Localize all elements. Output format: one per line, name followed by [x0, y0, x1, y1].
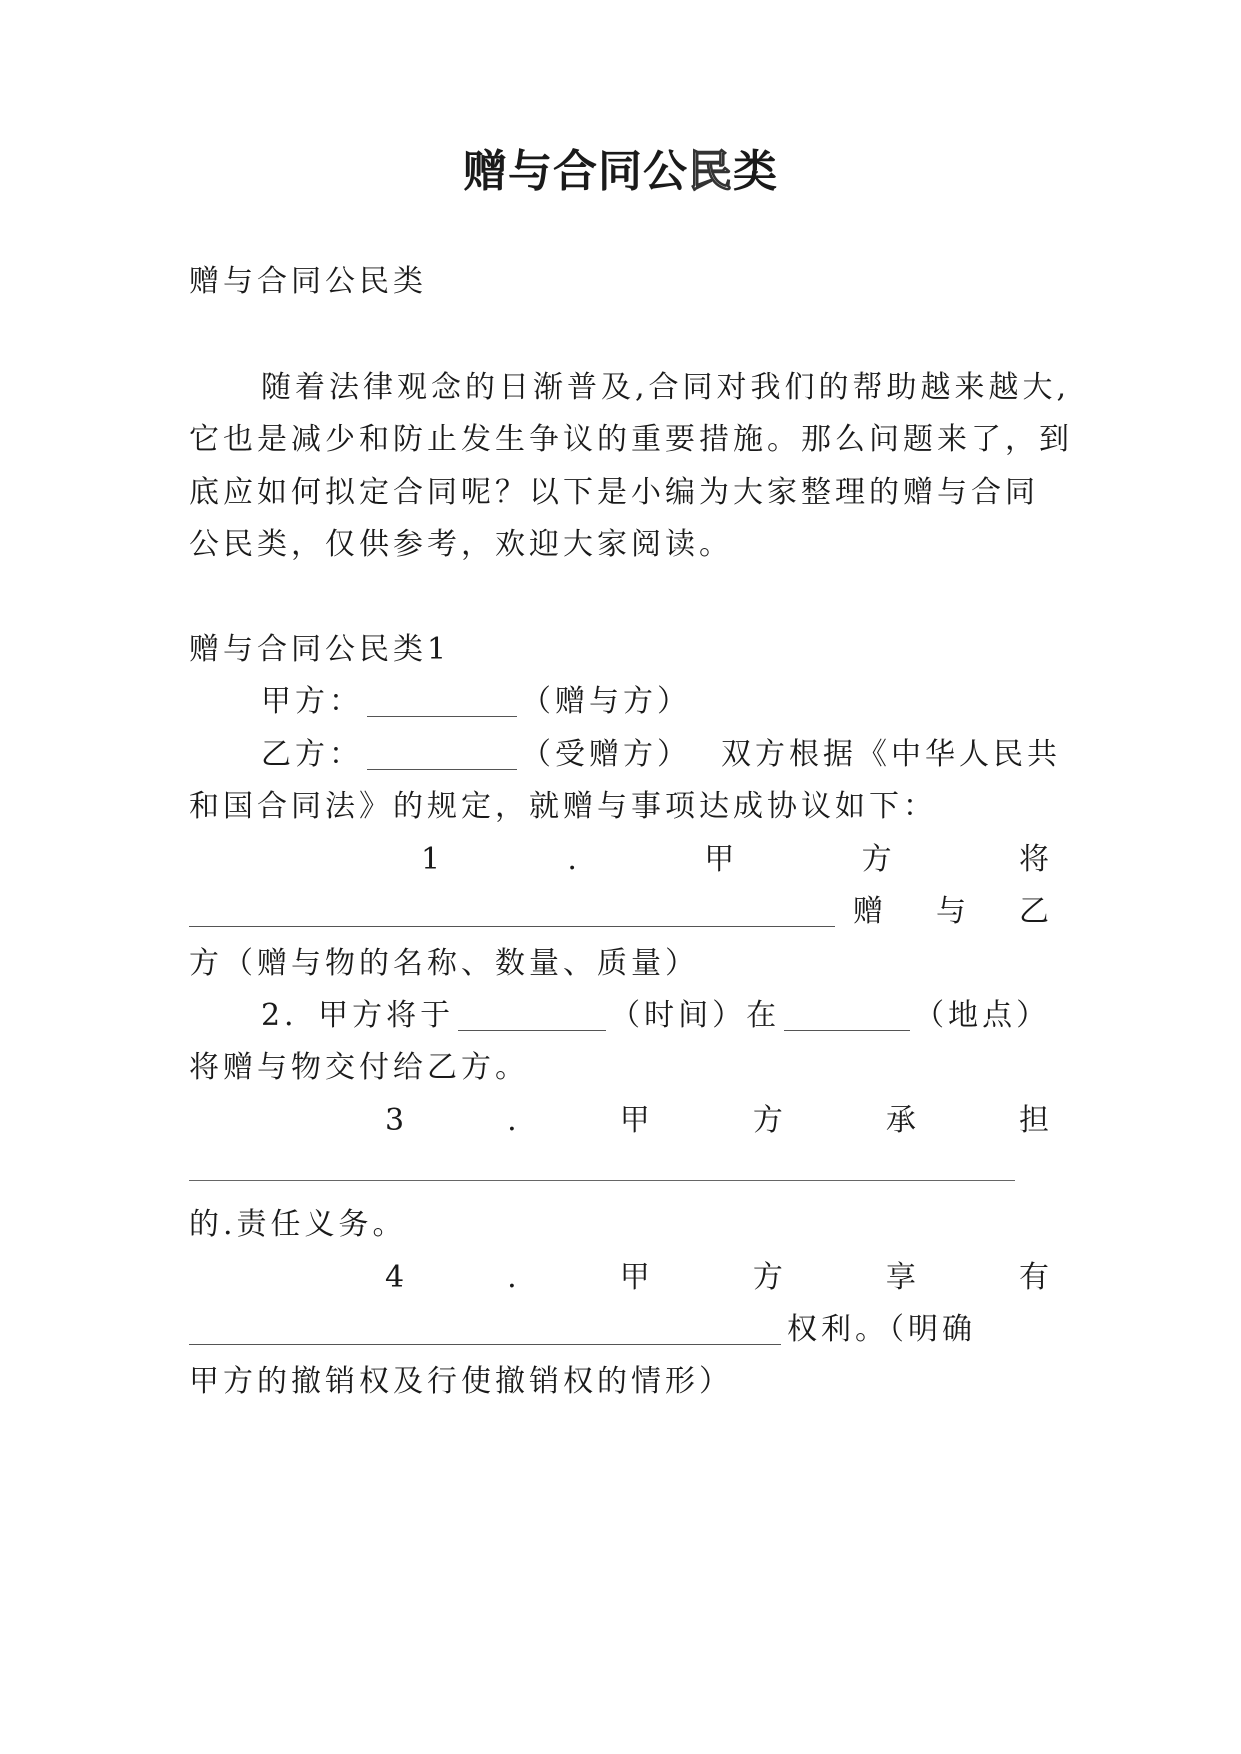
item1-num: 1	[421, 842, 445, 877]
item2-time-blank[interactable]	[458, 1000, 606, 1031]
item1-blank[interactable]	[189, 896, 835, 927]
item4-w2: 方	[752, 1260, 787, 1295]
subtitle: 赠与合同公民类	[189, 264, 427, 299]
item3-num: 3	[385, 1103, 409, 1138]
intro-line-4: 公民类，仅供参考，欢迎大家阅读。	[189, 527, 733, 562]
party-b-blank[interactable]	[367, 739, 517, 770]
party-b-tail: 双方根据《中华人民共	[721, 737, 1061, 772]
item3-w3: 承	[885, 1103, 920, 1138]
item3-line-3: 的.责任义务。	[189, 1207, 407, 1242]
item3-w4: 担	[1018, 1103, 1053, 1138]
party-a-label: 甲方：	[261, 684, 363, 719]
item3-blank[interactable]	[189, 1180, 1015, 1181]
item4-blank[interactable]	[189, 1314, 781, 1345]
item1-line-3: 方（赠与物的名称、数量、质量）	[189, 946, 699, 981]
item3-dot: .	[507, 1103, 521, 1138]
title-part-emph: 民	[688, 146, 733, 197]
party-b-label: 乙方：	[261, 737, 363, 772]
item1-tail-3: 乙	[1019, 894, 1053, 929]
item1-line-2	[189, 892, 1053, 932]
item3-w1: 甲	[619, 1103, 654, 1138]
item1-w3: 将	[1018, 842, 1053, 877]
item2-time: （时间）在	[610, 998, 781, 1033]
item1-w2: 方	[861, 842, 896, 877]
item4-dot: .	[507, 1260, 521, 1295]
item4-w3: 享	[885, 1260, 920, 1295]
party-b-line	[189, 735, 1061, 775]
item2-line-2: 将赠与物交付给乙方。	[189, 1050, 529, 1085]
item2-pre: 2．甲方将于	[261, 998, 455, 1033]
intro-line-2: 它也是减少和防止发生争议的重要措施。那么问题来了，到	[189, 422, 1073, 457]
section-heading: 赠与合同公民类1	[189, 632, 451, 667]
item4-line-3: 甲方的撤销权及行使撤销权的情形）	[189, 1364, 733, 1399]
item2-line-1	[189, 996, 1053, 1036]
item3-line-1	[189, 1101, 1053, 1141]
item4-num: 4	[385, 1260, 409, 1295]
law-line: 和国合同法》的规定，就赠与事项达成协议如下：	[189, 789, 937, 824]
party-b-role: （受赠方）	[521, 737, 691, 772]
item1-tail-1: 赠	[853, 894, 887, 929]
item2-place: （地点）	[914, 998, 1051, 1033]
item4-line-1	[189, 1258, 1053, 1298]
item4-tail: 权利。（明确	[787, 1312, 976, 1347]
item1-line-1	[189, 840, 1053, 880]
item2-place-blank[interactable]	[784, 1000, 910, 1031]
title-part-2: 类	[733, 146, 778, 197]
party-a-role: （赠与方）	[521, 684, 691, 719]
intro-line-1: 随着法律观念的日渐普及,合同对我们的帮助越来越大,	[261, 370, 1071, 405]
item1-tail-2: 与	[936, 894, 970, 929]
intro-line-3: 底应如何拟定合同呢？以下是小编为大家整理的赠与合同	[189, 475, 1039, 510]
title-part-1: 赠与合同公	[463, 146, 688, 197]
item4-w4: 有	[1018, 1260, 1053, 1295]
item1-w1: 甲	[704, 842, 739, 877]
item4-line-2	[189, 1310, 1053, 1350]
party-a-blank[interactable]	[367, 686, 517, 717]
item4-w1: 甲	[619, 1260, 654, 1295]
party-a-line	[189, 682, 1053, 722]
item3-w2: 方	[752, 1103, 787, 1138]
item1-dot: .	[567, 842, 581, 877]
document-title	[0, 146, 1241, 197]
